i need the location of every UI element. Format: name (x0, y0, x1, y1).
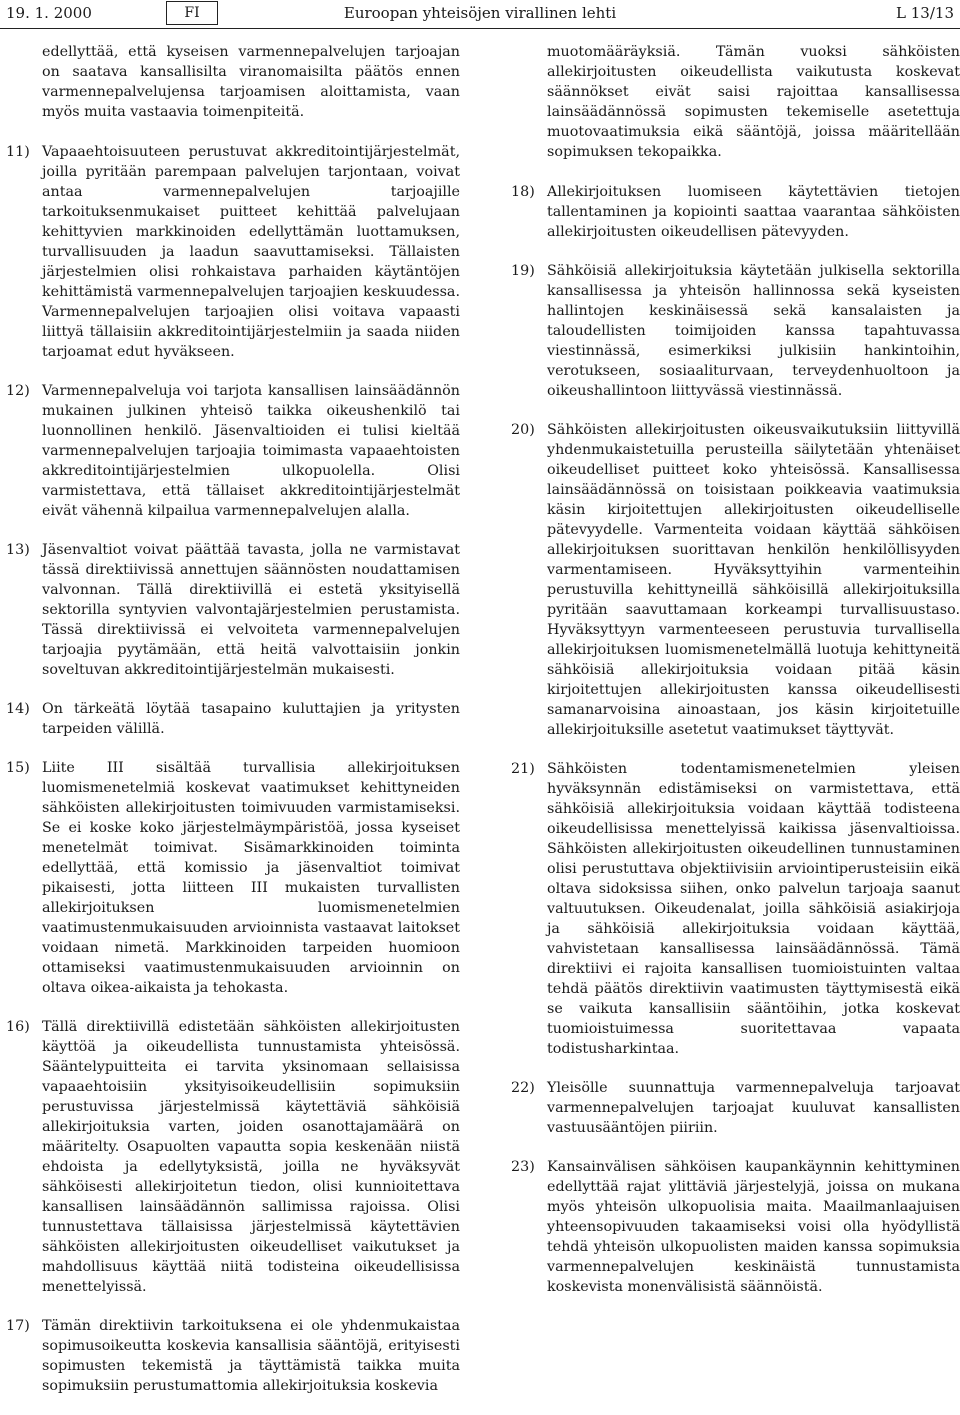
recital-item (0, 699, 460, 739)
recital-number (505, 261, 547, 401)
recital-number (505, 1157, 547, 1297)
continuation-paragraph: edellyttää, että kyseisen varmennepalvelujen tarjoajan on saatava kansallisilta viranomaisilta päätös ennen varmennepalvelujensa tarjoamisen aloittamista, vaan myös muita vastaavia toimenpiteitä. (42, 44, 460, 120)
recital-number-label: 13) (6, 542, 30, 558)
recital-text: Varmennepalveluja voi tarjota kansallisen lainsäädännön mukainen julkinen yhteisö taikka oikeushenkilö tai luonnollinen henkilö. Jäsenvaltioiden ei tulisi kieltää varmennepalvelujen tarjoajia toimimasta vapaaehtoisten akkreditointijärjestelmien ulkopuolella. Olisi varmistettava, että tällaiset akkreditointijärjestelmät eivät vähennä kilpailua varmennepalvelujen alalla. (42, 383, 460, 519)
left-column (0, 42, 460, 1415)
recital-list (0, 142, 460, 1396)
recital-number (0, 758, 42, 998)
recital-item (505, 1078, 960, 1138)
language-code-box: FI (166, 1, 218, 25)
recital-text: On tärkeätä löytää tasapaino kuluttajien ja yritysten tarpeiden välillä. (42, 701, 460, 737)
recital-item (0, 381, 460, 521)
recital-item (0, 540, 460, 680)
recital-number-label: 18) (511, 184, 535, 200)
recital-number-label: 17) (6, 1318, 30, 1334)
recital-item (505, 261, 960, 401)
recital-text: Tällä direktiivillä edistetään sähköisten allekirjoitusten käyttöä ja oikeudellista tunnustamista yhteisössä. Sääntelypuitteita ei tarvita yksinomaan sellaisissa vapaaehtoisiin yksityisoikeudellisiin sopimuksiin perustuvissa järjestelmissä käytettäviä sähköisiä allekirjoituksia varten, joiden osanottajamäärä on määritelty. Osapuolten vapautta sopia keskenään niistä ehdoista ja edellytyksistä, joilla ne hyväksyvät sähköisesti allekirjoitetun tiedon, olisi kunnioitettava kansallisen lainsäädännön sallimissa rajoissa. Olisi tunnustettava tällaisissa järjestelmissä käytettävien sähköisten allekirjoitusten oikeudelliset vaikutukset ja mahdollisuus käyttää niitä todisteina oikeudellisissa menettelyissä. (42, 1019, 460, 1295)
recital-text: Yleisölle suunnattuja varmennepalveluja tarjoavat varmennepalvelujen tarjoajat kuuluvat kansallisten vastuusääntöjen piiriin. (547, 1080, 960, 1136)
recital-number (0, 699, 42, 739)
recital-number (0, 1017, 42, 1297)
continuation-paragraph: muotomääräyksiä. Tämän vuoksi sähköisten allekirjoitusten oikeudellista vaikutusta koskevat säännökset eivät saisi rajoittaa kansallisessa lainsäädännössä sopimusten tekemiselle asetettuja muotovaatimuksia eikä sääntöjä, joissa määritellään sopimuksen tekopaikka. (547, 44, 960, 160)
recital-number (505, 1078, 547, 1138)
recital-number-label: 20) (511, 422, 535, 438)
recital-number (505, 182, 547, 242)
recital-number-label: 15) (6, 760, 30, 776)
right-column (505, 42, 960, 1316)
recital-item (0, 1017, 460, 1297)
recital-item (505, 420, 960, 740)
recital-text: Liite III sisältää turvallisia allekirjoituksen luomismenetelmiä koskevat vaatimukset kehittyneiden sähköisten allekirjoitusten toimivuuden varmistamiseksi. Se ei koske koko järjestelmäympäristöä, jossa kyseiset menetelmät toimivat. Sisämarkkinoiden toiminta edellyttää, että komissio ja jäsenvaltiot toimivat pikaisesti, jotta liitteen III mukaisten turvallisten allekirjoituksen luomismenetelmien vaatimustenmukaisuuden arvioinnista vastaavat laitokset voidaan nimetä. Markkinoiden tarpeiden huomioon ottamiseksi vaatimustenmukaisuuden arvioinnin on oltava oikea-aikaista ja tehokasta. (42, 760, 460, 996)
recital-text: Jäsenvaltiot voivat päättää tavasta, jolla ne varmistavat tässä direktiivissä annettujen säännösten noudattamisen valvonnan. Tällä direktiivillä ei estetä yksityisellä sektorilla syntyvien valvontajärjestelmien perustamista. Tässä direktiivissä ei velvoiteta varmennepalvelujen tarjoajia pyytämään, että heitä valvottaisiin jonkin soveltuvan akkreditointijärjestelmän mukaisesti. (42, 542, 460, 678)
recital-number-label: 16) (6, 1019, 30, 1035)
recital-text: Tämän direktiivin tarkoituksena ei ole yhdenmukaistaa sopimusoikeutta koskevia kansallisia sääntöjä, erityisesti sopimusten tekemistä ja täyttämistä taikka muita sopimuksiin perustumattomia allekirjoituksia koskevia (42, 1318, 460, 1394)
recital-text: Sähköisten todentamismenetelmien yleisen hyväksynnän edistämiseksi on varmistettava, että sähköisiä allekirjoituksia voidaan käyttää todisteena oikeudellisissa menettelyissä kaikissa jäsenvaltioissa. Sähköisten allekirjoitusten oikeudellinen tunnustaminen olisi perustuttava objektiivisiin arviointiperusteisiin eikä oltava sidoksissa siihen, onko palvelun tarjoaja saanut valtuutuksen. Oikeudenalat, joilla sähköisiä asiakirjoja ja sähköisiä allekirjoituksia voidaan käyttää, vahvistetaan kansallisessa lainsäädännössä. Tämä direktiivi ei rajoita kansallisen tuomioistuinten valtaa tehdä päätös direktiivin vaatimusten täyttymisestä eikä se vaikuta kansallisiin sääntöihin, jotka koskevat tuomioistuimessa suoritettavaa vapaata todistusharkintaa. (547, 761, 960, 1057)
recital-item (505, 759, 960, 1059)
recital-number (0, 1316, 42, 1396)
page-reference: L 13/13 (896, 4, 954, 22)
recital-text: Allekirjoituksen luomiseen käytettävien tietojen tallentaminen ja kopiointi saattaa vaarantaa sähköisten allekirjoitusten oikeudellisen pätevyyden. (547, 184, 960, 240)
recital-number (505, 759, 547, 1059)
recital-number-label: 22) (511, 1080, 535, 1096)
recital-text: Sähköisiä allekirjoituksia käytetään julkisella sektorilla kansallisessa ja yhteisön hallinnossa sekä kyseisten hallintojen keskinäisessä sekä kansalaisten ja taloudellisten toimijoiden kanssa tapahtuvassa viestinnässä, esimerkiksi julkisiin hankintoihin, verotukseen, sosiaaliturvaan, terveydenhuoltoon ja oikeushallintoon liittyvässä viestinnässä. (547, 263, 960, 399)
recital-number (0, 142, 42, 362)
recital-number-label: 11) (6, 144, 30, 160)
recital-text: Sähköisten allekirjoitusten oikeusvaikutuksiin liittyvillä yhdenmukaistetuilla perusteilla säilytetään yhtenäiset oikeudelliset puitteet koko yhteisössä. Kansallisessa lainsäädännössä on toisistaan poikkeavia vaatimuksia käsin kirjoitettujen allekirjoitusten oikeudelliselle pätevyydelle. Varmenteita voidaan käyttää sähköisen allekirjoituksen suorittavan henkilön henkilöllisyyden varmentamiseen. Hyväksyttyihin varmenteihin perustuvilla kehittyneillä sähköisillä allekirjoituksilla pyritään saavuttamaan korkeampi turvallisuustaso. Hyväksyttyyn varmenteeseen perustuvia turvallisella allekirjoituksen luomismenetelmällä luotuja kehittyneitä sähköisiä allekirjoituksia voidaan pitää käsin kirjoitettujen allekirjoitusten kanssa oikeudellisesti samanarvoisina ainoastaan, jos käsin kirjoitetuille allekirjoituksille asetetut vaatimukset täyttyvät. (547, 422, 960, 738)
publication-date: 19. 1. 2000 (6, 4, 92, 22)
recital-list (505, 182, 960, 1297)
recital-number (0, 381, 42, 521)
recital-number-label: 19) (511, 263, 535, 279)
recital-item (0, 142, 460, 362)
recital-item (505, 1157, 960, 1297)
page-header (0, 0, 960, 29)
recital-number-label: 12) (6, 383, 30, 399)
recital-text: Vapaaehtoisuuteen perustuvat akkreditointijärjestelmät, joilla pyritään parempaan palvelujen tarjontaan, voivat antaa varmennepalvelujen tarjoajille tarkoituksenmukaiset puitteet kehittää palvelujaan kehittyvien markkinoiden edellyttämän luottamuksen, turvallisuuden ja laadun saavuttamiseksi. Tällaisten järjestelmien olisi rohkaistava parhaiden käytäntöjen kehittämistä varmennepalvelujen tarjoajien keskuudessa. Varmennepalvelujen tarjoajien olisi voitava vapaasti liittyä tällaisiin akkreditointijärjestelmiin ja saada niiden tarjoamat edut hyväkseen. (42, 144, 460, 360)
journal-title: Euroopan yhteisöjen virallinen lehti (343, 4, 617, 22)
recital-number-label: 21) (511, 761, 535, 777)
recital-number (0, 540, 42, 680)
recital-number-label: 14) (6, 701, 30, 717)
recital-text: Kansainvälisen sähköisen kaupankäynnin kehittyminen edellyttää rajat ylittäviä järjestelyjä, joissa on mukana myös yhteisön ulkopuolisia maita. Maailmanlaajuisen yhteensopivuuden takaamiseksi voisi olla hyödyllistä tehdä yhteisön ulkopuolisten maiden kanssa sopimuksia varmennepalvelujen keskinäistä tunnustamista koskevista monenvälisistä säännöistä. (547, 1159, 960, 1295)
recital-number-label: 23) (511, 1159, 535, 1175)
recital-item (505, 182, 960, 242)
recital-item (0, 1316, 460, 1396)
recital-item (0, 758, 460, 998)
recital-number (505, 420, 547, 740)
